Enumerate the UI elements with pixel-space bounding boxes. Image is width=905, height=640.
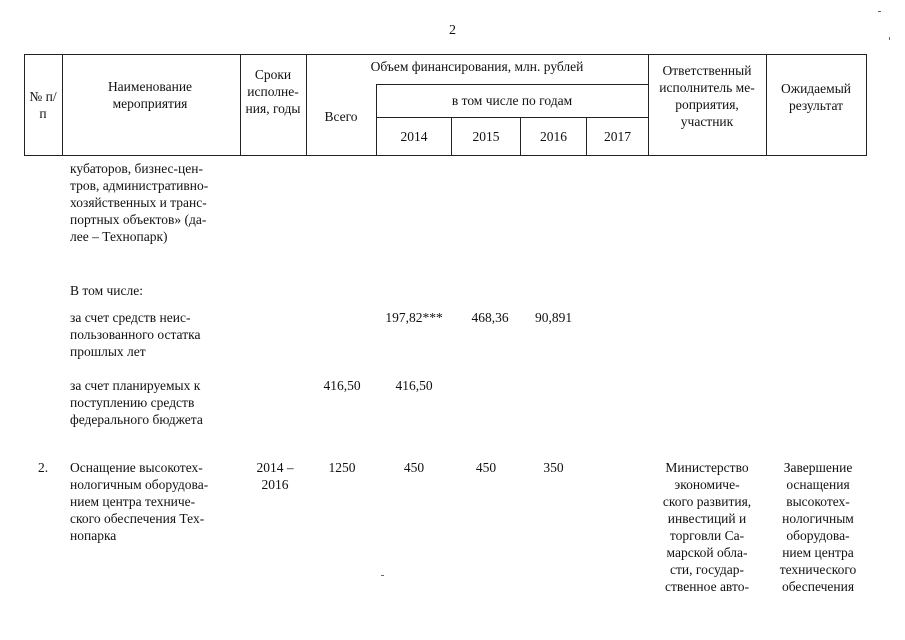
name-line: хозяйственных и транс- [70,195,207,210]
name-line: прошлых лет [70,344,146,359]
subrow-federal-name [70,377,240,428]
row2-result [766,459,870,595]
row1-name-continuation [70,160,240,245]
row2-2015: 450 [475,460,497,475]
name-line: кубаторов, бизнес-цен- [70,161,203,176]
responsible-line: инвестиций и [667,511,747,526]
subrow-unused-2016: 90,891 [534,310,573,325]
responsible-line: экономиче- [674,477,740,492]
result-line: Завершение [783,460,853,475]
header-responsible: Ответственный исполнитель ме-роприятия, участник [659,63,755,129]
name-line: портных объектов» (да- [70,212,207,227]
terms-line: 2016 [261,477,289,492]
responsible-line: марской обла- [666,545,748,560]
result-line: нологичным [782,511,854,526]
name-line: пользованного остатка [70,327,201,342]
row2-responsible [650,459,764,595]
header-result: Ожидаемый результат [781,81,851,113]
page-number: 2 [449,23,456,38]
row2-terms [242,459,308,493]
name-line: нопарка [70,528,117,543]
header-name: Наименование мероприятия [107,79,193,111]
scan-speck [381,575,384,576]
result-line: обеспечения [781,579,855,594]
responsible-line: сти, государ- [670,562,744,577]
header-total: Всего [324,109,358,124]
header-funding: Объем финансирования, млн. рублей [370,59,584,74]
scan-speck [878,11,881,12]
name-line: ского обеспечения Тех- [70,511,205,526]
header-year-2016: 2016 [540,129,567,144]
name-line: тров, административно- [70,178,209,193]
header-terms: Сроки исполне-ния, годы [245,67,301,116]
header-year-2014: 2014 [400,129,428,144]
name-line: федерального бюджета [70,412,203,427]
result-line: оборудова- [786,528,850,543]
row2-2014: 450 [403,460,425,475]
subrow-unused-2014: 197,82*** [385,310,443,325]
name-line: нологичным оборудова- [70,477,209,492]
name-line: поступлению средств [70,395,195,410]
header-year-2017: 2017 [604,129,631,144]
name-line: за счет планируемых к [70,378,201,393]
header-num: № п/п [29,89,57,121]
row2-2016: 350 [543,460,564,475]
header-year-2015: 2015 [472,129,500,144]
name-line: нием центра техниче- [70,494,196,509]
subrow-federal-2014: 416,50 [395,378,433,393]
result-line: технического [779,562,857,577]
name-line: лее – Технопарк) [70,229,168,244]
terms-line: 2014 – [256,460,294,475]
subrow-unused-balance-name [70,309,240,360]
subrow-unused-2015: 468,36 [471,310,509,325]
row2-num: 2. [38,460,49,475]
responsible-line: ственное авто- [665,579,749,594]
row2-total: 1250 [328,460,356,475]
scan-speck [889,37,890,40]
responsible-line: ского развития, [662,494,752,509]
name-line: Оснащение высокотех- [70,460,203,475]
subrow-federal-total: 416,50 [323,378,361,393]
name-line: за счет средств неис- [70,310,191,325]
responsible-line: торговли Са- [669,528,745,543]
row2-name [70,459,240,544]
result-line: оснащения [786,477,850,492]
result-line: высокотех- [786,494,850,509]
result-line: нием центра [782,545,854,560]
responsible-line: Министерство [665,460,749,475]
header-by-years: в том числе по годам [451,93,573,108]
subrow-including-label: В том числе: [70,283,143,298]
